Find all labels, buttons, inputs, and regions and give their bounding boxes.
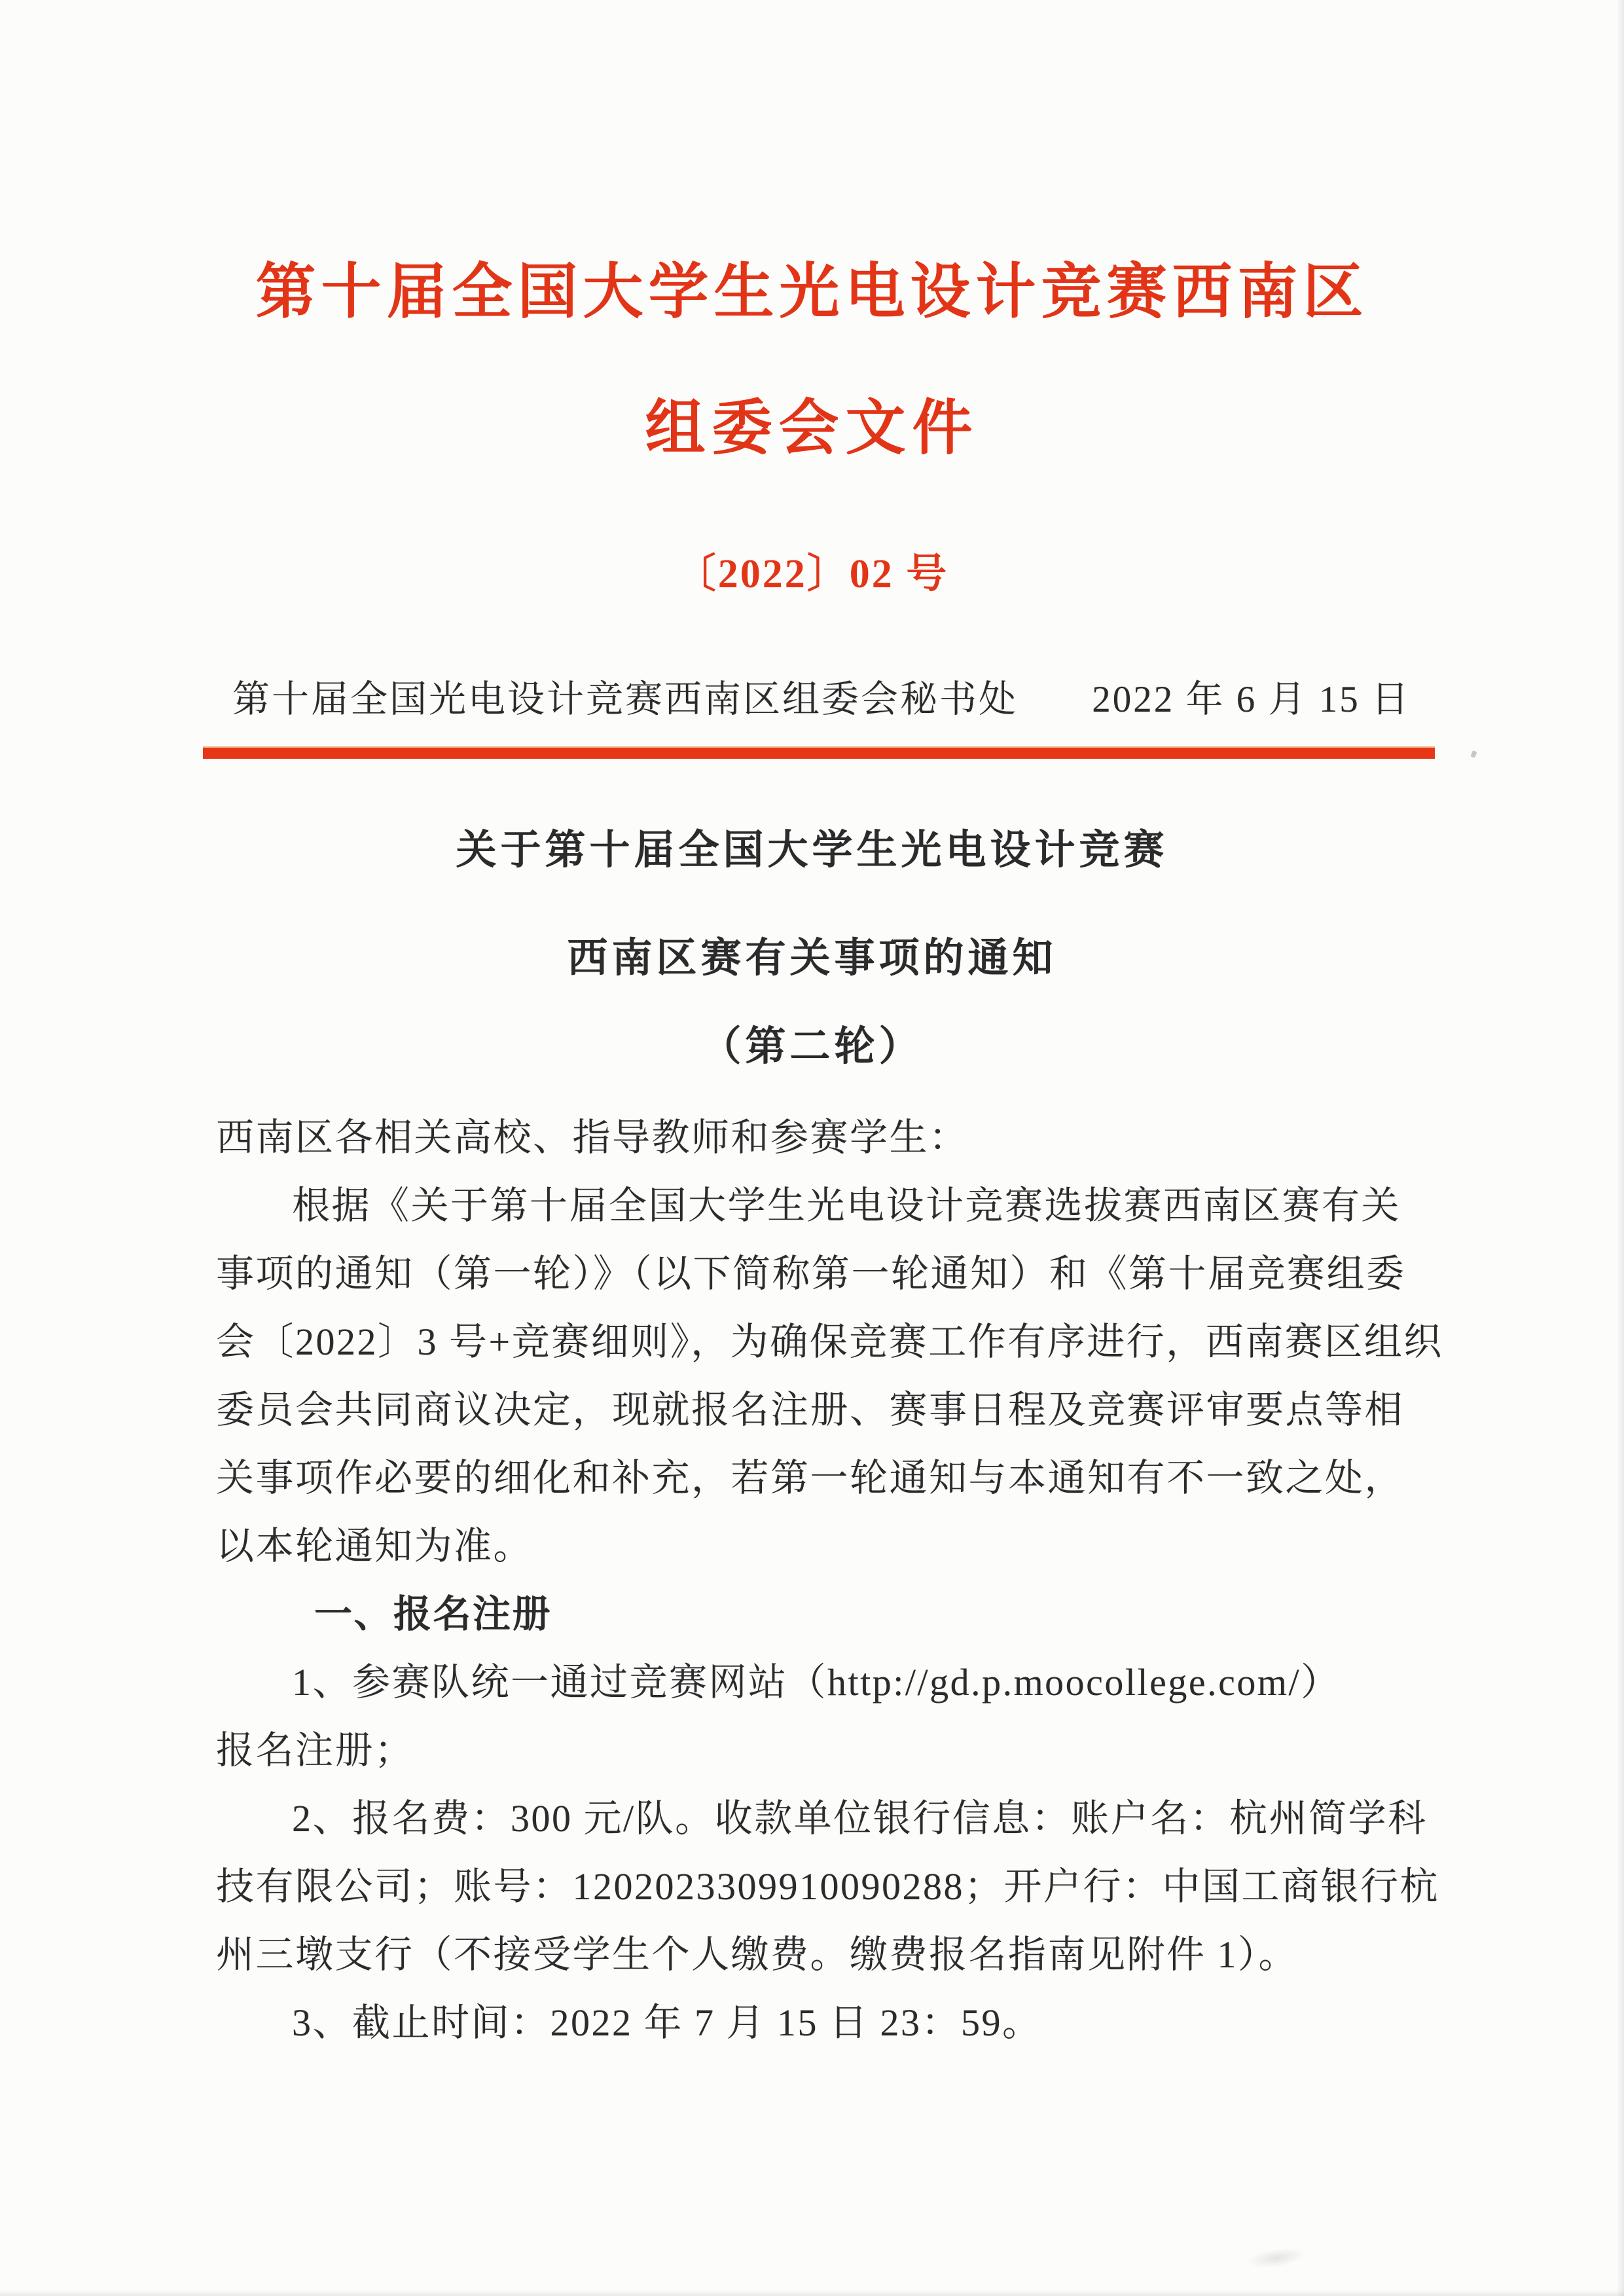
- list-item-line: 报名注册；: [216, 1729, 414, 1772]
- section-heading-registration: 一、报名注册: [314, 1593, 552, 1635]
- paragraph-line: 委员会共同商议决定，现就报名注册、赛事日程及竞赛评审要点等相: [216, 1389, 1405, 1431]
- issue-date: 2022 年 6 月 15 日: [1092, 679, 1411, 720]
- scan-edge-shadow-bottom: [0, 2289, 1624, 2296]
- notice-body: [216, 1104, 1443, 2057]
- paragraph-line: 会〔2022〕3 号+竞赛细则》，为确保竞赛工作有序进行，西南赛区组织: [216, 1321, 1443, 1363]
- salutation-line: 西南区各相关高校、指导教师和参赛学生：: [216, 1116, 969, 1159]
- paragraph-line: 关事项作必要的细化和补充，若第一轮通知与本通知有不一致之处，: [216, 1457, 1405, 1499]
- paragraph-line: 以本轮通知为准。: [216, 1525, 533, 1567]
- notice-title-line-3: （第二轮）: [700, 1025, 924, 1069]
- scan-smudge: [1246, 2245, 1307, 2271]
- scan-speck: [1471, 750, 1477, 758]
- notice-title-line-1: 关于第十届全国大学生光电设计竞赛: [456, 828, 1168, 873]
- document-number: 〔2022〕02 号: [675, 552, 949, 596]
- scan-edge-shadow-right: [1616, 0, 1624, 2296]
- issuer-row: [232, 669, 1411, 723]
- issuing-office: 第十届全国光电设计竞赛西南区组委会秘书处: [232, 679, 1018, 720]
- letterhead-title-line-1: 第十届全国大学生光电设计竞赛西南区: [255, 259, 1369, 325]
- letterhead-title-line-2: 组委会文件: [645, 395, 979, 462]
- list-item-line: 1、参赛队统一通过竞赛网站（http://gd.p.moocollege.com/）: [292, 1661, 1341, 1704]
- paragraph-line: 事项的通知（第一轮）》（以下简称第一轮通知）和《第十届竞赛组委: [216, 1252, 1406, 1295]
- red-divider-line: [203, 746, 1435, 759]
- list-item-line: 3、截止时间：2022 年 7 月 15 日 23：59。: [292, 2001, 1042, 2044]
- list-item-line: 2、报名费：300 元/队。收款单位银行信息：账户名：杭州简学科: [292, 1797, 1428, 1840]
- list-item-line: 技有限公司；账号：1202023309910090288；开户行：中国工商银行杭: [216, 1865, 1440, 1908]
- paragraph-line: 根据《关于第十届全国大学生光电设计竞赛选拔赛西南区赛有关: [292, 1184, 1401, 1227]
- notice-title-line-2: 西南区赛有关事项的通知: [567, 936, 1057, 981]
- list-item-line: 州三墩支行（不接受学生个人缴费。缴费报名指南见附件 1）。: [216, 1933, 1299, 1976]
